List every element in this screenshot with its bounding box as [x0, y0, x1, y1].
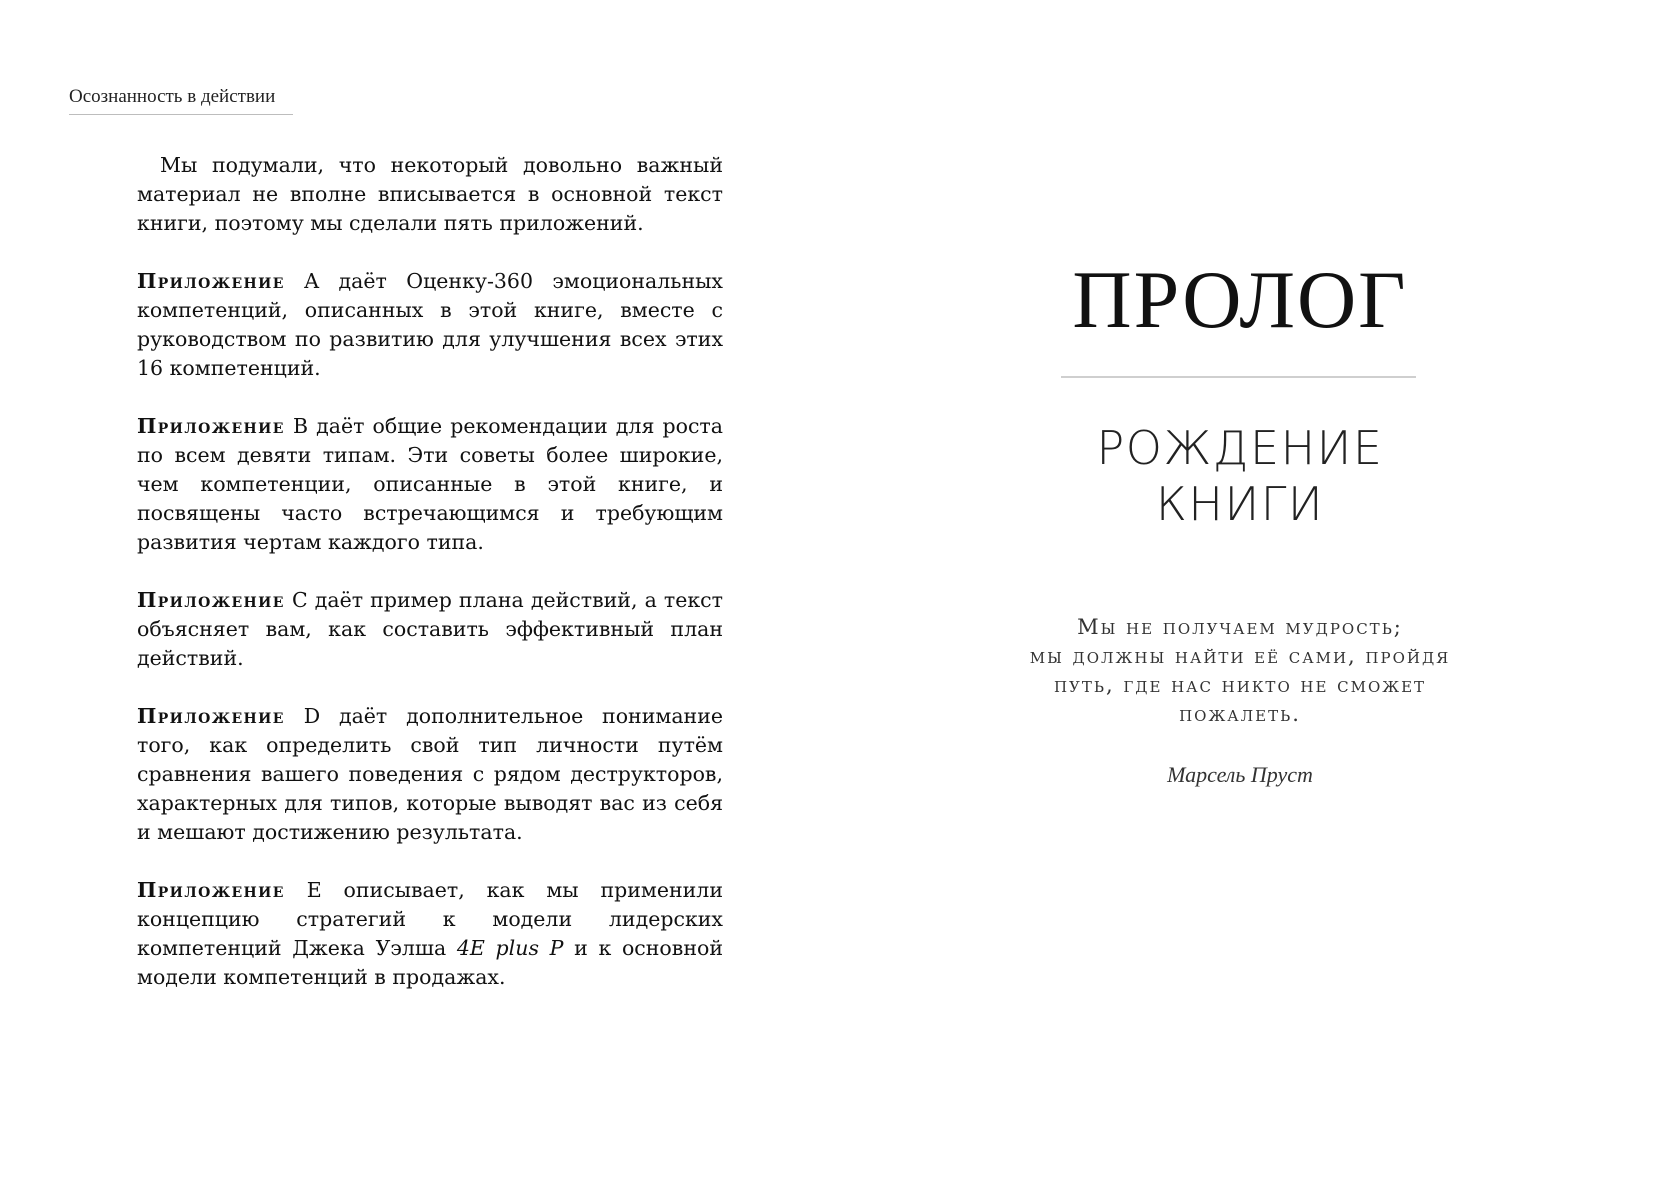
- appendix-text: E описывает, как мы применили концепцию стратегий к модели лидерских компетенций Джека Уэлша: [137, 878, 723, 960]
- appendix-d-paragraph: [137, 702, 723, 847]
- chapter-title-line: РОЖДЕНИЕ: [1096, 421, 1384, 475]
- epigraph-line: путь, где нас никто не сможет: [1053, 673, 1427, 697]
- epigraph-line: Мы не получаем мудрость;: [1077, 615, 1403, 639]
- chapter-label: ПРОЛОГ: [1072, 254, 1408, 345]
- title-divider: [1061, 376, 1416, 378]
- appendix-text: C даёт пример плана действий, а текст объясняет вам, как составить эффективный план действий.: [137, 588, 723, 670]
- appendix-a-paragraph: [137, 267, 723, 383]
- appendix-text: D даёт дополнительное понимание того, как определить свой тип личности путём сравнения вашего поведения с рядом деструкторов, характерных для типов, которые выводят вас из себя и мешают достижению результата.: [137, 704, 723, 844]
- appendix-text: B даёт общие рекомендации для роста по всем девяти типам. Эти советы более широкие, чем компетенции, описанные в этой книге, и посвящены часто встречающимся и требующим развития чертам каждого типа.: [137, 414, 723, 554]
- intro-paragraph: Мы подумали, что некоторый довольно важный материал не вполне вписывается в основной текст книги, поэтому мы сделали пять приложений.: [137, 153, 723, 235]
- running-header: Осознанность в действии: [69, 86, 293, 115]
- body-text: [137, 151, 723, 1021]
- epigraph-author: Марсель Пруст: [1167, 762, 1313, 787]
- appendix-b-paragraph: [137, 412, 723, 557]
- appendix-text: A даёт Оценку-360 эмоциональных компетенций, описанных в этой книге, вместе с руководством по развитию для улучшения всех этих 16 компетенций.: [137, 269, 723, 380]
- appendix-label: Приложение: [137, 269, 285, 293]
- epigraph-line: пожалеть.: [1179, 702, 1301, 726]
- appendix-label: Приложение: [137, 878, 285, 902]
- chapter-title: [1040, 420, 1440, 532]
- chapter-title-line: КНИГИ: [1155, 477, 1325, 531]
- appendix-c-paragraph: [137, 586, 723, 673]
- epigraph: [980, 613, 1500, 729]
- model-name: 4E plus P: [456, 936, 564, 960]
- appendix-label: Приложение: [137, 704, 285, 728]
- appendix-label: Приложение: [137, 414, 285, 438]
- appendix-label: Приложение: [137, 588, 285, 612]
- epigraph-line: мы должны найти её сами, пройдя: [1029, 644, 1451, 668]
- appendix-text-end: и к основной модели компетенций в продажах.: [137, 936, 723, 989]
- appendix-e-paragraph: [137, 876, 723, 992]
